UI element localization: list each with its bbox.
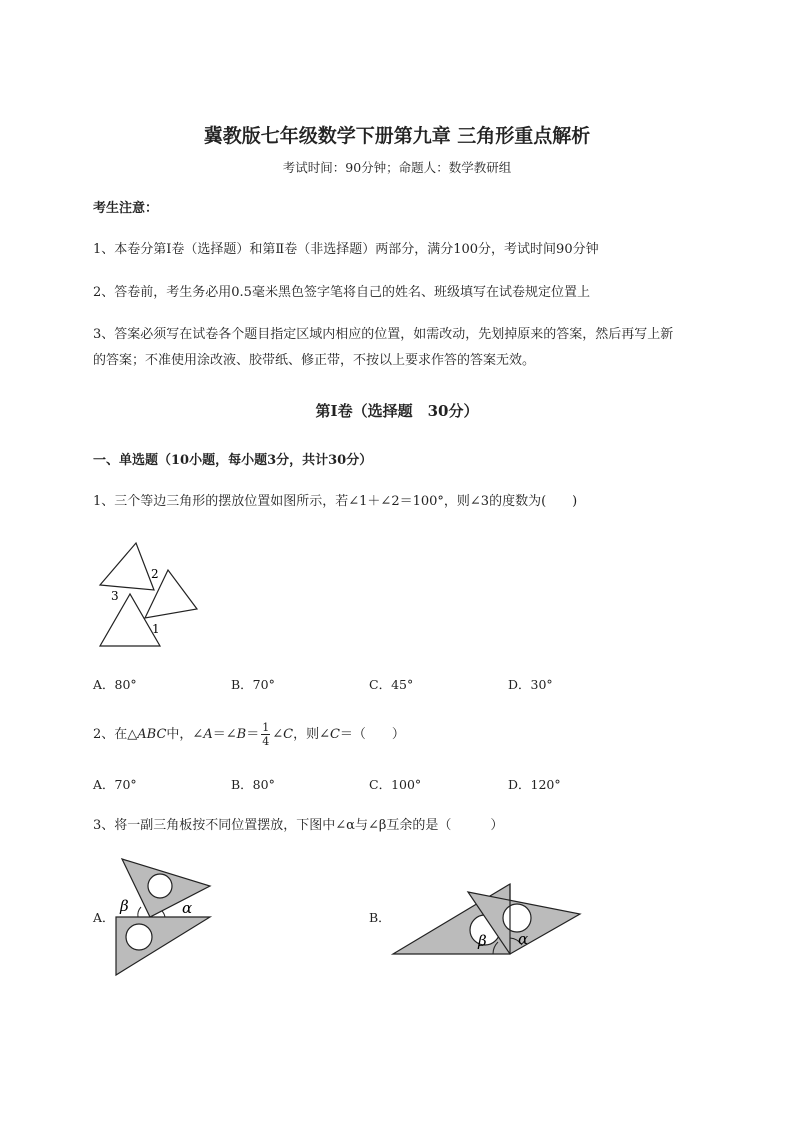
q1-option-d[interactable]: D．30° <box>508 677 553 692</box>
question-1-figure <box>95 538 205 650</box>
page-title: 冀教版七年级数学下册第九章 三角形重点解析 <box>203 125 591 147</box>
q1-option-c[interactable]: C．45° <box>369 677 414 692</box>
q2-option-d[interactable]: D．120° <box>508 777 561 792</box>
q3-figure-b <box>390 878 585 958</box>
q3-option-b[interactable]: B． <box>369 910 391 925</box>
alpha-label: α <box>182 899 193 917</box>
alpha-label-b: α <box>518 930 529 948</box>
note-2: 2、答卷前，考生务必用0.5毫米黑色签字笔将自己的姓名、班级填写在试卷规定位置上 <box>93 285 590 300</box>
note-3-line-2: 的答案；不准使用涂改液、胶带纸、修正带，不按以上要求作答的答案无效。 <box>93 353 536 368</box>
q2-option-b[interactable]: B．80° <box>231 777 275 792</box>
beta-label: β <box>120 897 129 915</box>
note-1: 1、本卷分第I卷（选择题）和第Ⅱ卷（非选择题）两部分，满分100分，考试时间90分钟 <box>93 242 599 257</box>
set-square-hole-upper <box>148 874 172 898</box>
question-3-text: 3、将一副三角板按不同位置摆放，下图中∠α与∠β互余的是（ ） <box>93 818 504 833</box>
fraction-one-quarter: $\frac{1}{4}$ <box>262 721 270 748</box>
set-square-hole-lower <box>126 924 152 950</box>
question-1-text: 1、三个等边三角形的摆放位置如图所示，若∠1＋∠2＝100°，则∠3的度数为( ) <box>93 494 578 509</box>
q2-option-a[interactable]: A．70° <box>93 777 137 792</box>
angle-label-2: 2 <box>151 567 159 581</box>
notes-heading: 考生注意： <box>93 201 159 216</box>
section-title: 第I卷（选择题 30分） <box>315 402 479 420</box>
question-2-text: 2、在△ABC中，∠A＝∠B＝ $\frac{1}{4}$ ∠C，则∠C＝（ ） <box>93 721 405 748</box>
note-3-line-1: 3、答案必须写在试卷各个题目指定区域内相应的位置，如需改动，先划掉原来的答案，然后再写上新 <box>93 327 674 342</box>
exam-info: 考试时间：90分钟；命题人：数学教研组 <box>282 160 512 175</box>
q3-option-a[interactable]: A． <box>93 910 115 925</box>
set-square-hole-right <box>503 904 531 932</box>
triangle-upper-left <box>100 543 154 590</box>
beta-label-b: β <box>478 932 487 950</box>
q3-figure-a <box>110 853 220 980</box>
q1-option-a[interactable]: A．80° <box>93 677 137 692</box>
angle-label-1: 1 <box>152 622 160 636</box>
q2-option-c[interactable]: C．100° <box>369 777 422 792</box>
part-heading: 一、单选题（10小题，每小题3分，共计30分） <box>93 453 373 468</box>
angle-label-3: 3 <box>111 589 119 603</box>
beta-arc <box>138 907 141 917</box>
triangle-bottom <box>100 594 160 646</box>
alpha-arc <box>162 911 165 917</box>
q1-option-b[interactable]: B．70° <box>231 677 275 692</box>
